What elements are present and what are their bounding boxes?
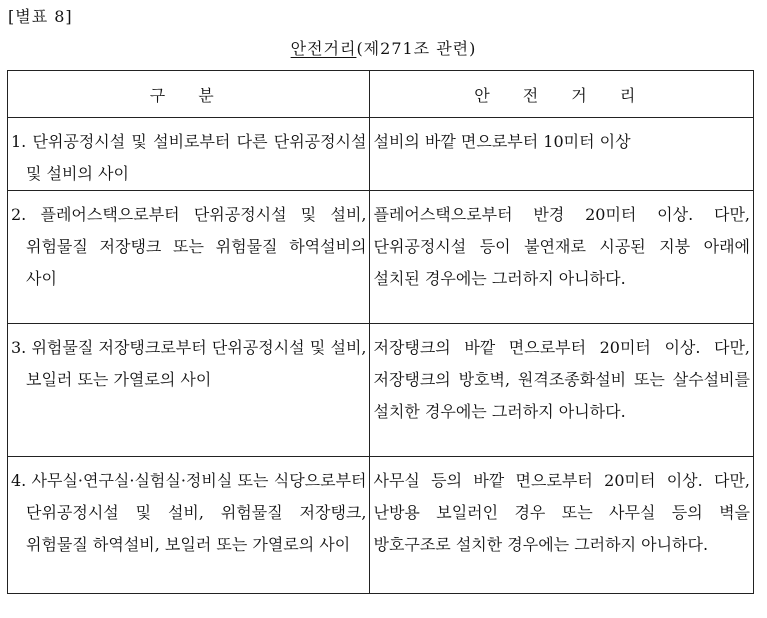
- row-distance: 플레어스택으로부터 반경 20미터 이상. 다만, 단위공정시설 등이 불연재로 시공된 지붕 아래에 설치된 경우에는 그러하지 아니하다.: [373, 205, 750, 288]
- row-category: 2. 플레어스택으로부터 단위공정시설 및 설비, 위험물질 저장탱크 또는 위험물질 하역설비의 사이: [11, 205, 367, 288]
- table-row: [8, 118, 754, 191]
- table-header-row: [8, 71, 754, 118]
- attachment-label: [별표 8]: [8, 7, 73, 26]
- row-category: 3. 위험물질 저장탱크로부터 단위공정시설 및 설비, 보일러 또는 가열로의 사이: [11, 338, 367, 389]
- row-distance: 저장탱크의 바깥 면으로부터 20미터 이상. 다만, 저장탱크의 방호벽, 원격조종화설비 또는 살수설비를 설치한 경우에는 그러하지 아니하다.: [373, 338, 750, 421]
- row-category: 4. 사무실·연구실·실험실·정비실 또는 식당으로부터 단위공정시설 및 설비, 위험물질 저장탱크, 위험물질 하역설비, 보일러 또는 가열로의 사이: [11, 471, 367, 554]
- title-main: 안전거리: [290, 39, 357, 58]
- header-distance: 안 전 거 리: [370, 71, 754, 118]
- row-distance: 사무실 등의 바깥 면으로부터 20미터 이상. 다만, 난방용 보일러인 경우 또는 사무실 등의 벽을 방호구조로 설치한 경우에는 그러하지 아니하다.: [373, 471, 750, 554]
- title-reference: (제271조 관련): [356, 39, 477, 58]
- table-row: [8, 457, 754, 594]
- safety-distance-table: [7, 70, 754, 594]
- table-row: [8, 191, 754, 324]
- row-distance: 설비의 바깥 면으로부터 10미터 이상: [373, 132, 631, 151]
- document-title: [0, 36, 767, 59]
- row-category: 1. 단위공정시설 및 설비로부터 다른 단위공정시설 및 설비의 사이: [11, 132, 367, 183]
- header-category: 구 분: [8, 71, 370, 118]
- table-row: [8, 324, 754, 457]
